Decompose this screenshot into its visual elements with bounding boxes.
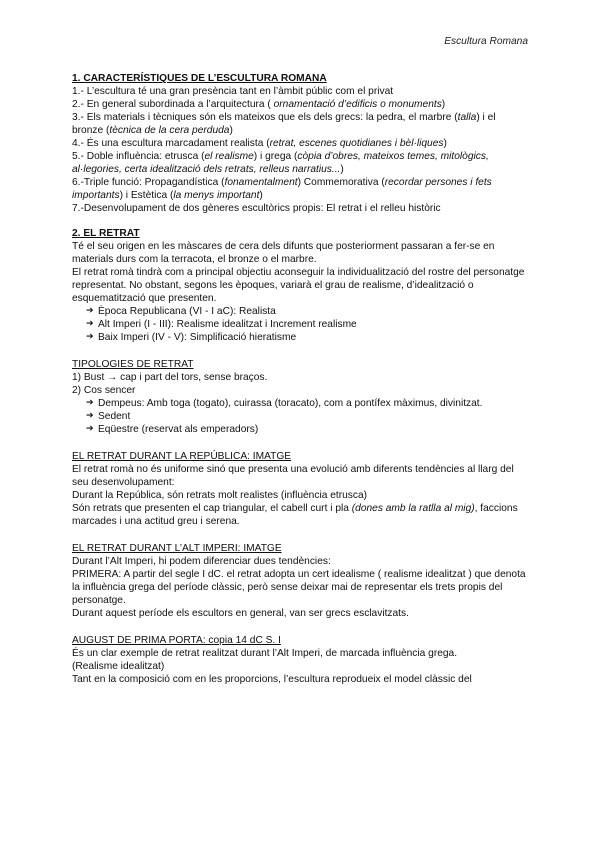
list-item: 5.- Doble influència: etrusca (el realisme) i grega (còpia d’obres, mateixos temes, mitològics, al·legories, certa idealització dels retrats, relleus narratius...) xyxy=(72,151,489,175)
list-item: ➔ Eqüestre (reservat als emperadors) xyxy=(86,423,526,436)
list-item: 2.- En general subordinada a l’arquitectura ( ornamentació d’edificis o monuments) xyxy=(72,99,446,110)
republica-title: EL RETRAT DURANT LA REPÚBLICA: IMATGE xyxy=(72,451,292,462)
list-item: 4.- És una escultura marcadament realista (retrat, escenes quotidianes i bèl·liques) xyxy=(72,138,447,149)
section-2-title: 2. EL RETRAT xyxy=(72,228,140,239)
paragraph: 2) Cos sencer xyxy=(72,385,136,396)
paragraph: 1) Bust → cap i part del tors, sense braços. xyxy=(72,372,268,383)
list-item: ➔ Alt Imperi (I - III): Realisme idealitzat i Increment realisme xyxy=(86,318,526,331)
tipologies-list xyxy=(72,397,526,436)
altimperi-title: EL RETRAT DURANT L’ALT IMPERI: IMATGE xyxy=(72,543,282,554)
list-item: 6.-Triple funció: Propagandística (fonamentalment) Commemorativa (recordar persones i fets importants) i Estètica (la menys important) xyxy=(72,177,492,201)
paragraph: El retrat romà tindrà com a principal objectiu aconseguir la individualització del rostre del personatge representat. No obstant, segons les èpoques, variarà el grau de realisme, d’idealització o esquematització que presenten. xyxy=(72,267,525,304)
list-item: 3.- Els materials i tècniques són els mateixos que els dels grecs: la pedra, el marbre (talla) i el bronze (tècnica de la cera perduda) xyxy=(72,112,496,136)
august-title: AUGUST DE PRIMA PORTA: copia 14 dC S. I xyxy=(72,635,281,646)
paragraph: Durant aquest període els escultors en general, van ser grecs esclavitzats. xyxy=(72,608,409,619)
list-item: ➔ Sedent xyxy=(86,410,526,423)
paragraph: (Realisme idealitzat) xyxy=(72,661,165,672)
list-item: ➔ Dempeus: Amb toga (togato), cuirassa (toracato), com a pontífex màximus, divinitzat. xyxy=(86,397,526,410)
page-header: Escultura Romana xyxy=(444,36,528,47)
paragraph: Té el seu origen en les màscares de cera dels difunts que posteriorment passaran a fer-se en materials durs com la terracota, el bronze o el marbre. xyxy=(72,241,495,265)
paragraph: És un clar exemple de retrat realitzat durant l’Alt Imperi, de marcada influència grega. xyxy=(72,648,458,659)
paragraph: Són retrats que presenten el cap triangular, el cabell curt i pla (dones amb la ratlla al mig), faccions marcades i una actitud greu i serena. xyxy=(72,503,518,527)
period-list xyxy=(72,305,526,344)
list-item: 7.-Desenvolupament de dos gèneres escultòrics propis: El retrat i el relleu històric xyxy=(72,203,441,214)
list-item: ➔ Època Republicana (VI - I aC): Realista xyxy=(86,305,526,318)
paragraph: Tant en la composició com en les proporcions, l’escultura reprodueix el model clàssic del xyxy=(72,674,472,685)
document-body xyxy=(72,36,526,686)
tipologies-title: TIPOLOGIES DE RETRAT xyxy=(72,359,194,370)
section-1-title: 1. CARACTERÍSTIQUES DE L’ESCULTURA ROMANA xyxy=(72,73,327,84)
paragraph: El retrat romà no és uniforme sinó que presenta una evolució amb diferents tendències al llarg del seu desenvolupament: xyxy=(72,464,514,488)
paragraph: Durant la República, són retrats molt realistes (influència etrusca) xyxy=(72,490,367,501)
paragraph: Durant l’Alt Imperi, hi podem diferenciar dues tendències: xyxy=(72,556,331,567)
list-item: 1.- L’escultura té una gran presència tant en l’àmbit públic com el privat xyxy=(72,86,394,97)
paragraph: PRIMERA: A partir del segle I dC. el retrat adopta un cert idealisme ( realisme idealitzat ) que denota la influència grega del període clàssic, però sense deixar mai de representar els trets propis del personatge. xyxy=(72,569,526,606)
list-item: ➔ Baix Imperi (IV - V): Simplificació hieratisme xyxy=(86,331,526,344)
